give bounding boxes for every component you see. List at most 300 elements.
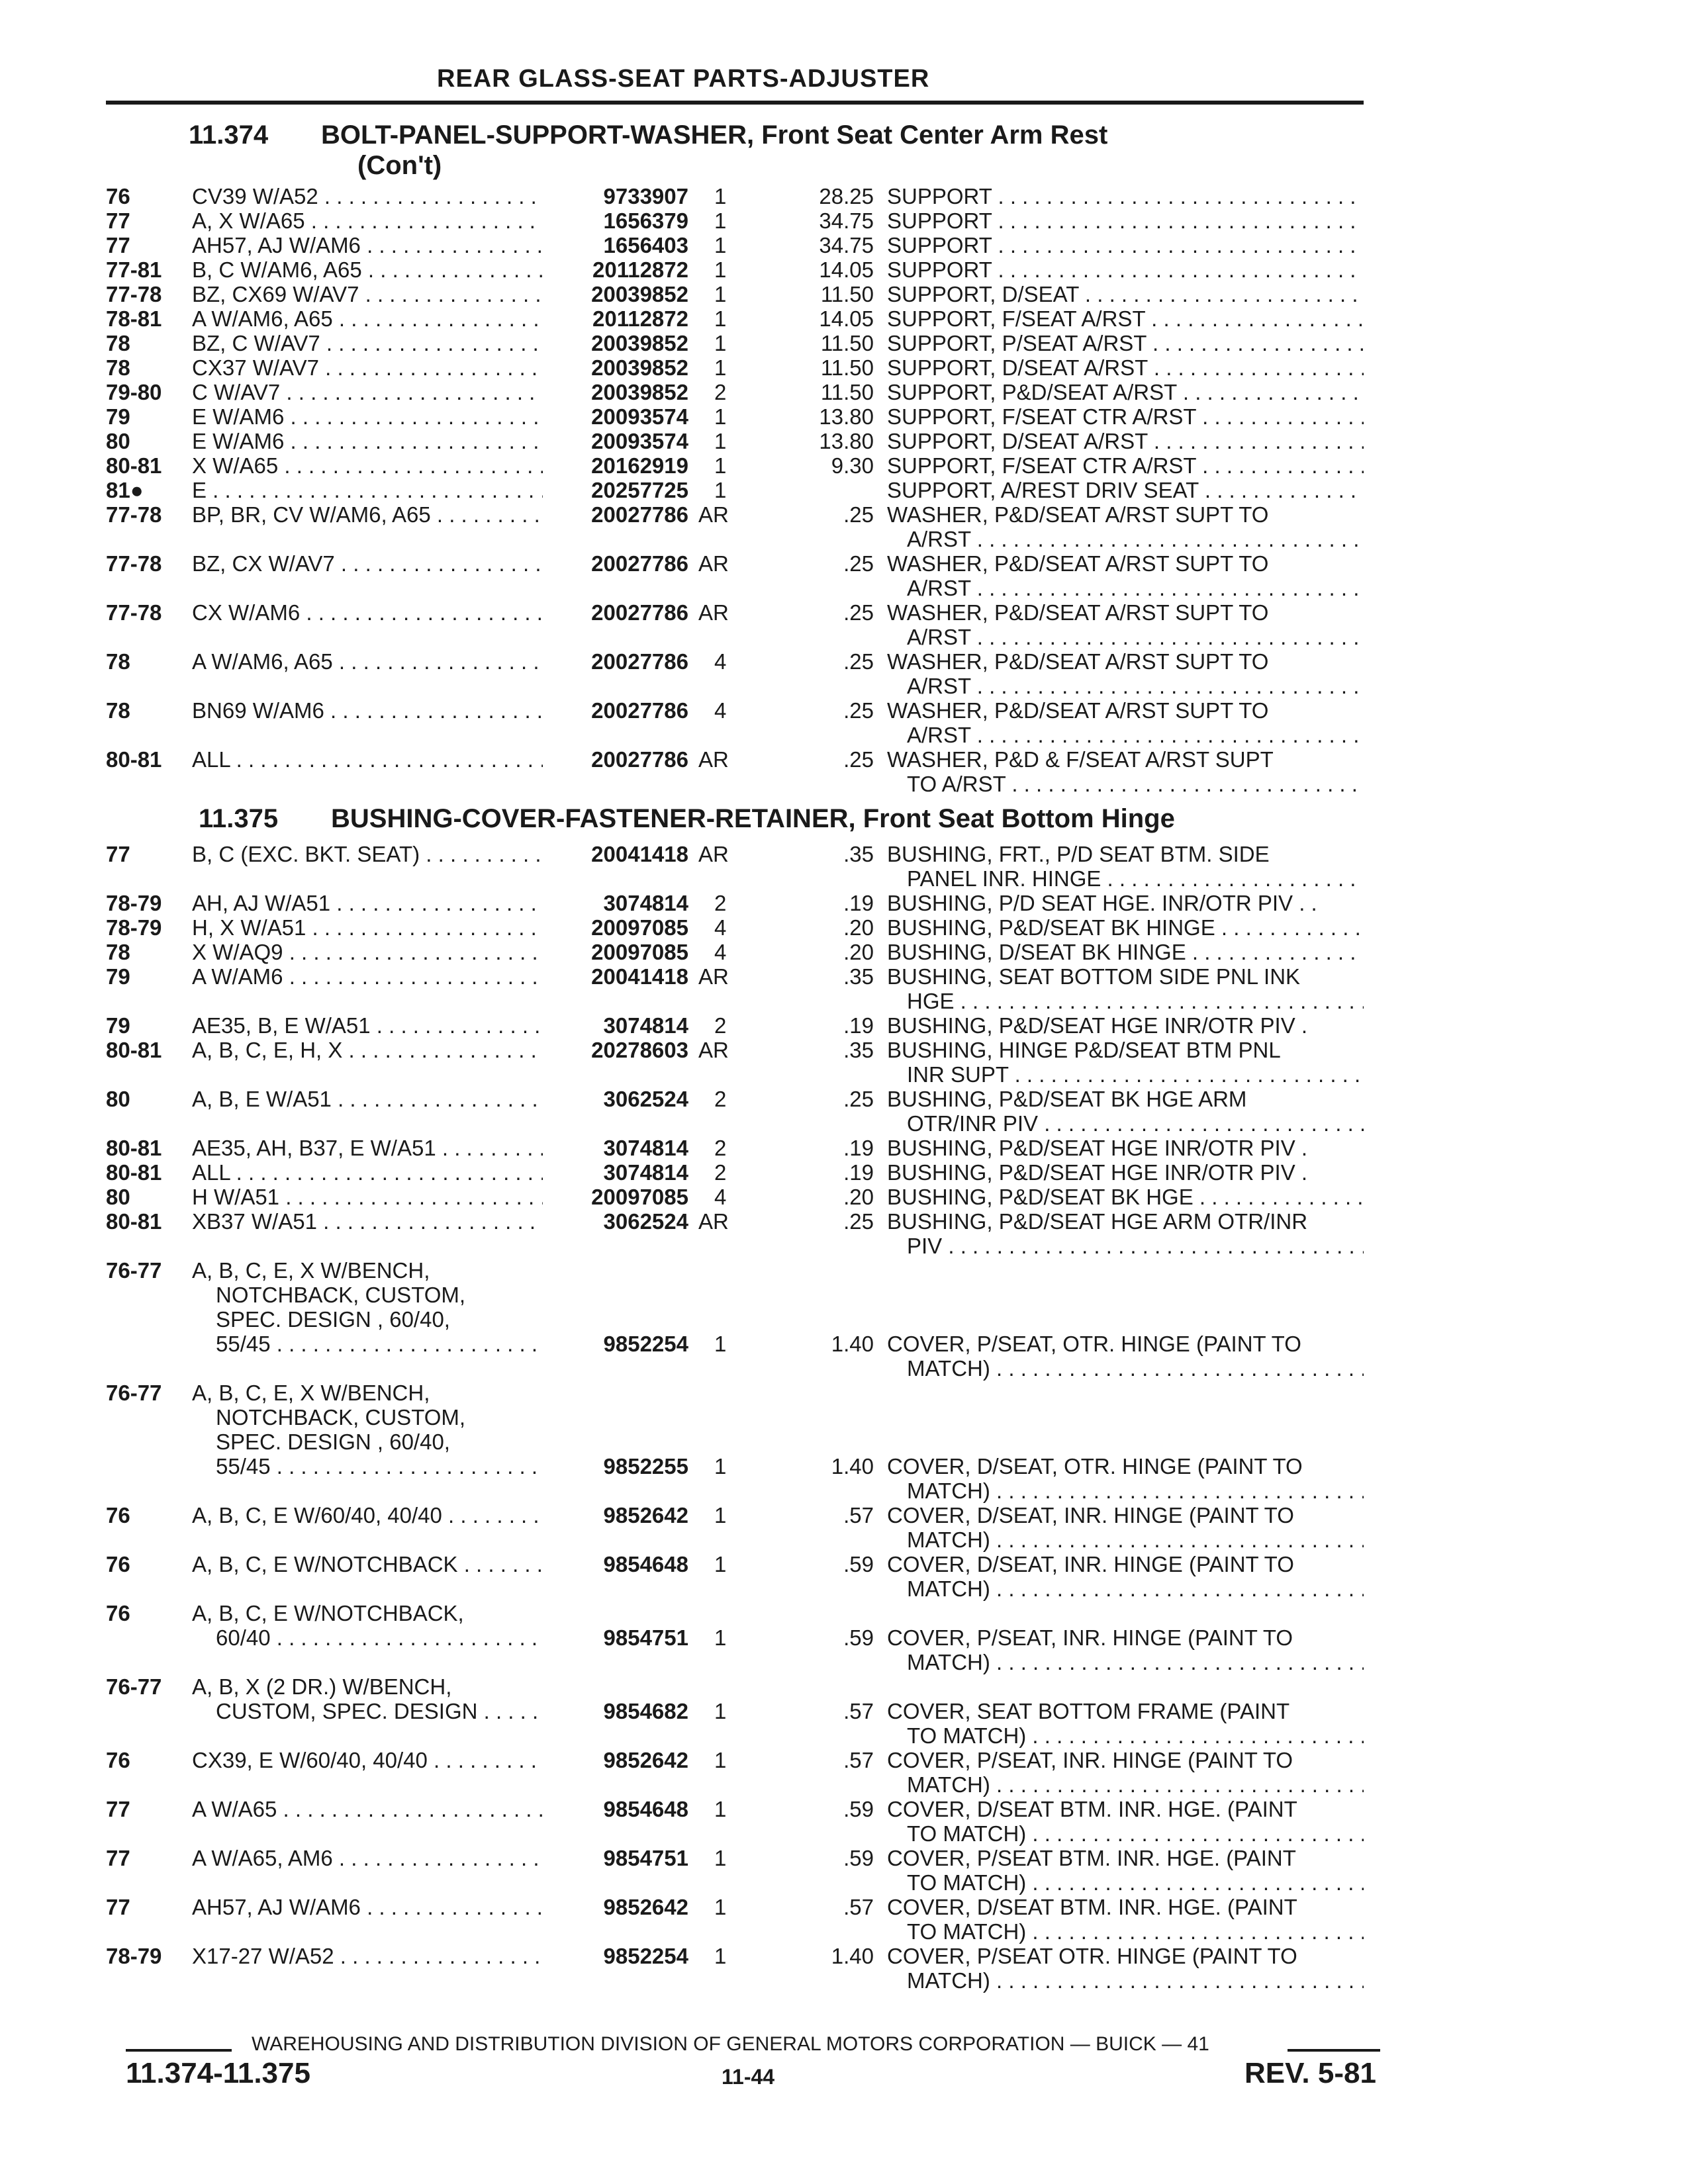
part-number: 9852642 — [603, 1503, 688, 1527]
quantity: 4 — [714, 1185, 727, 1209]
application — [192, 1748, 543, 1772]
table-row — [0, 1503, 1688, 1552]
part-number: 20278603 — [591, 1038, 688, 1062]
table-row — [0, 1258, 1688, 1381]
header-rule — [106, 101, 1364, 105]
quantity: 1 — [714, 1944, 727, 1968]
application — [192, 429, 543, 453]
application — [192, 478, 543, 502]
description-line: INR SUPT . . . — [887, 1062, 1364, 1087]
part-number: 20112872 — [592, 257, 688, 282]
description-line: A/RST . . . — [887, 527, 1364, 551]
description — [887, 915, 1364, 940]
model-year: 76-77 — [106, 1381, 162, 1405]
application-line: A W/AM6 . . . — [192, 964, 543, 989]
price: 34.75 — [819, 233, 874, 257]
price: .59 — [843, 1625, 874, 1650]
description-line: SUPPORT . . . — [887, 208, 1364, 233]
application-line: X17-27 W/A52 . . . — [192, 1944, 543, 1968]
description-line: COVER, P/SEAT, OTR. HINGE (PAINT TO — [887, 1332, 1301, 1356]
part-number: 3062524 — [603, 1209, 688, 1234]
application — [192, 600, 543, 625]
table-row — [0, 306, 1688, 331]
application-line: A, B, C, E W/60/40, 40/40 . . . — [192, 1503, 543, 1527]
description — [887, 551, 1364, 600]
description-line: HGE . . . — [887, 989, 1364, 1013]
quantity: 2 — [714, 380, 727, 404]
part-number: 3074814 — [603, 1013, 688, 1038]
model-year: 76 — [106, 1748, 130, 1772]
part-number: 20041418 — [591, 842, 688, 866]
model-year: 80-81 — [106, 1038, 162, 1062]
part-number: 20093574 — [591, 404, 688, 429]
description — [887, 1209, 1364, 1258]
model-year: 79 — [106, 404, 130, 429]
part-number: 20093574 — [591, 429, 688, 453]
part-number: 20039852 — [591, 331, 688, 355]
model-year: 77-81 — [106, 257, 162, 282]
model-year: 78 — [106, 698, 130, 723]
description — [887, 1136, 1364, 1160]
application — [192, 233, 543, 257]
description-line: COVER, D/SEAT, INR. HINGE (PAINT TO — [887, 1552, 1294, 1576]
description-line: BUSHING, P&D/SEAT HGE ARM OTR/INR — [887, 1209, 1308, 1234]
application-line: AE35, AH, B37, E W/A51 . . . — [192, 1136, 543, 1160]
part-number: 1656379 — [603, 208, 688, 233]
application-line: A, B, E W/A51 . . . — [192, 1087, 543, 1111]
description — [887, 257, 1364, 282]
quantity: 1 — [714, 1797, 727, 1821]
price: .59 — [843, 1552, 874, 1576]
footer-section-range: 11.374-11.375 — [126, 2057, 310, 2089]
table-row — [0, 1013, 1688, 1038]
model-year: 78-81 — [106, 306, 162, 331]
table-row — [0, 282, 1688, 306]
model-year: 80-81 — [106, 747, 162, 772]
application — [192, 453, 543, 478]
table-row — [0, 233, 1688, 257]
description-line: WASHER, P&D/SEAT A/RST SUPT TO — [887, 649, 1269, 674]
part-number: 1656403 — [603, 233, 688, 257]
description-line: A/RST . . . — [887, 723, 1364, 747]
table-row — [0, 355, 1688, 380]
application — [192, 1185, 543, 1209]
table-row — [0, 478, 1688, 502]
application — [192, 1258, 543, 1356]
application-line: B, C (EXC. BKT. SEAT) . . . — [192, 842, 543, 866]
model-year: 80 — [106, 429, 130, 453]
part-number: 9854751 — [603, 1625, 688, 1650]
quantity: 1 — [714, 478, 727, 502]
price: .25 — [843, 747, 874, 772]
application-line: BP, BR, CV W/AM6, A65 . . . — [192, 502, 543, 527]
section-number: 11.374 — [189, 120, 269, 150]
description — [887, 698, 1364, 747]
part-number: 20039852 — [591, 282, 688, 306]
part-number: 9854682 — [603, 1699, 688, 1723]
table-row — [0, 551, 1688, 600]
price: .57 — [843, 1503, 874, 1527]
footer-rule-left — [126, 2049, 232, 2052]
application-line: A W/AM6, A65 . . . — [192, 306, 543, 331]
description — [887, 600, 1364, 649]
price: .19 — [843, 1013, 874, 1038]
application-line: CV39 W/A52 . . . — [192, 184, 543, 208]
description-line: BUSHING, P&D/SEAT BK HGE . . . — [887, 1185, 1364, 1209]
model-year: 77 — [106, 1895, 130, 1919]
part-number: 9852642 — [603, 1748, 688, 1772]
model-year: 77-78 — [106, 282, 162, 306]
description-line: SUPPORT, F/SEAT CTR A/RST . . . — [887, 404, 1364, 429]
application-line: 60/40 . . . — [192, 1625, 543, 1650]
description-line: A/RST . . . — [887, 576, 1364, 600]
application-line: A, B, C, E W/NOTCHBACK . . . — [192, 1552, 543, 1576]
application — [192, 404, 543, 429]
model-year: 77 — [106, 233, 130, 257]
part-number: 20162919 — [591, 453, 688, 478]
description-line: A/RST . . . — [887, 625, 1364, 649]
price: 28.25 — [819, 184, 874, 208]
part-number: 9852255 — [603, 1454, 688, 1479]
section-number: 11.375 — [199, 804, 279, 833]
application — [192, 1136, 543, 1160]
description-line: TO MATCH) . . . — [887, 1821, 1364, 1846]
description-line: PANEL INR. HINGE . . . — [887, 866, 1364, 891]
quantity: 1 — [714, 1332, 727, 1356]
application-line: A W/A65 . . . — [192, 1797, 543, 1821]
price: .25 — [843, 502, 874, 527]
quantity: 1 — [714, 355, 727, 380]
application — [192, 1895, 543, 1919]
description — [887, 1087, 1364, 1136]
part-number: 20027786 — [591, 551, 688, 576]
description-line: MATCH) . . . — [887, 1968, 1364, 1993]
footer-rule-right — [1288, 2049, 1380, 2052]
model-year: 79 — [106, 964, 130, 989]
price: 34.75 — [819, 208, 874, 233]
price: .20 — [843, 915, 874, 940]
table-row — [0, 915, 1688, 940]
quantity: 4 — [714, 915, 727, 940]
table-row — [0, 1552, 1688, 1601]
part-number: 9852254 — [603, 1332, 688, 1356]
description-line: BUSHING, P&D/SEAT HGE INR/OTR PIV . — [887, 1136, 1308, 1160]
application — [192, 1038, 543, 1062]
part-number: 20097085 — [591, 940, 688, 964]
application — [192, 1674, 543, 1723]
part-number: 20257725 — [591, 478, 688, 502]
description-line: PIV . . . — [887, 1234, 1364, 1258]
price: .35 — [843, 842, 874, 866]
price: .25 — [843, 1209, 874, 1234]
table-row — [0, 891, 1688, 915]
application — [192, 208, 543, 233]
description-line: BUSHING, P/D SEAT HGE. INR/OTR PIV . . — [887, 891, 1317, 915]
part-number: 20027786 — [591, 747, 688, 772]
model-year: 80-81 — [106, 1209, 162, 1234]
price: 11.50 — [820, 355, 874, 380]
description — [887, 306, 1364, 331]
quantity: 1 — [714, 1748, 727, 1772]
application — [192, 1013, 543, 1038]
description — [887, 649, 1364, 698]
application-line: CX37 W/AV7 . . . — [192, 355, 543, 380]
description-line: BUSHING, P&D/SEAT HGE INR/OTR PIV . — [887, 1160, 1308, 1185]
price: .57 — [843, 1748, 874, 1772]
table-row — [0, 257, 1688, 282]
model-year: 80 — [106, 1087, 130, 1111]
quantity: AR — [698, 747, 729, 772]
description — [887, 1185, 1364, 1209]
part-number: 20027786 — [591, 600, 688, 625]
price: 1.40 — [831, 1944, 874, 1968]
description — [887, 1625, 1364, 1674]
part-number: 9852642 — [603, 1895, 688, 1919]
description-line: SUPPORT, P/SEAT A/RST . . . — [887, 331, 1364, 355]
application — [192, 940, 543, 964]
price: .25 — [843, 1087, 874, 1111]
application-line: A, B, C, E W/NOTCHBACK, — [192, 1601, 464, 1625]
table-row — [0, 1895, 1688, 1944]
description-line: WASHER, P&D/SEAT A/RST SUPT TO — [887, 551, 1269, 576]
description-line: MATCH) . . . — [887, 1356, 1364, 1381]
application-line: B, C W/AM6, A65 . . . — [192, 257, 543, 282]
description — [887, 429, 1364, 453]
part-number: 3074814 — [603, 891, 688, 915]
description-line: SUPPORT, D/SEAT A/RST . . . — [887, 355, 1364, 380]
footer-page-number: 11-44 — [722, 2065, 775, 2089]
model-year: 79 — [106, 1013, 130, 1038]
table-row — [0, 404, 1688, 429]
price: .35 — [843, 964, 874, 989]
price: 11.50 — [820, 331, 874, 355]
description — [887, 842, 1364, 891]
section-title-11374 — [189, 120, 1107, 150]
price: .19 — [843, 1136, 874, 1160]
quantity: 1 — [714, 429, 727, 453]
description-line: BUSHING, P&D/SEAT BK HGE ARM — [887, 1087, 1247, 1111]
application-line: X W/AQ9 . . . — [192, 940, 543, 964]
description — [887, 1038, 1364, 1087]
application-line: BN69 W/AM6 . . . — [192, 698, 543, 723]
application — [192, 355, 543, 380]
application — [192, 1160, 543, 1185]
table-row — [0, 964, 1688, 1013]
price: .20 — [843, 940, 874, 964]
footer-division: WAREHOUSING AND DISTRIBUTION DIVISION OF GENERAL MOTORS CORPORATION — BUICK — 41 — [252, 2033, 1209, 2055]
description-line: COVER, P/SEAT BTM. INR. HGE. (PAINT — [887, 1846, 1296, 1870]
description-line: MATCH) . . . — [887, 1576, 1364, 1601]
price: 14.05 — [819, 306, 874, 331]
application — [192, 747, 543, 772]
table-row — [0, 184, 1688, 208]
application-line: A, B, C, E, X W/BENCH, — [192, 1258, 430, 1283]
price: .59 — [843, 1797, 874, 1821]
part-number: 9854751 — [603, 1846, 688, 1870]
price: 1.40 — [831, 1332, 874, 1356]
description-line: BUSHING, FRT., P/D SEAT BTM. SIDE — [887, 842, 1270, 866]
quantity: 1 — [714, 257, 727, 282]
table-row — [0, 1087, 1688, 1136]
model-year: 77 — [106, 208, 130, 233]
description — [887, 747, 1364, 796]
application — [192, 331, 543, 355]
part-number: 9733907 — [603, 184, 688, 208]
table-row — [0, 1381, 1688, 1503]
table-row — [0, 208, 1688, 233]
description-line: COVER, P/SEAT OTR. HINGE (PAINT TO — [887, 1944, 1297, 1968]
quantity: 1 — [714, 331, 727, 355]
description — [887, 1503, 1364, 1552]
application — [192, 1381, 543, 1479]
description-line: TO MATCH) . . . — [887, 1919, 1364, 1944]
application — [192, 1601, 543, 1650]
part-number: 20041418 — [591, 964, 688, 989]
description-line: MATCH) . . . — [887, 1527, 1364, 1552]
description-line: COVER, D/SEAT BTM. INR. HGE. (PAINT — [887, 1797, 1297, 1821]
application — [192, 915, 543, 940]
application-line: NOTCHBACK, CUSTOM, — [216, 1283, 466, 1307]
description — [887, 1013, 1364, 1038]
application-line: A, X W/A65 . . . — [192, 208, 543, 233]
part-number: 20097085 — [591, 1185, 688, 1209]
part-number: 20027786 — [591, 698, 688, 723]
table-row — [0, 842, 1688, 891]
model-year: 76 — [106, 1503, 130, 1527]
application-line: A, B, C, E, H, X . . . — [192, 1038, 543, 1062]
price: 11.50 — [820, 282, 874, 306]
application — [192, 1552, 543, 1576]
model-year: 78 — [106, 355, 130, 380]
application-line: CUSTOM, SPEC. DESIGN . . . — [192, 1699, 543, 1723]
description-line: MATCH) . . . — [887, 1650, 1364, 1674]
application — [192, 1797, 543, 1821]
model-year: 76 — [106, 1601, 130, 1625]
description-line: SUPPORT, P&D/SEAT A/RST . . . — [887, 380, 1364, 404]
table-row — [0, 429, 1688, 453]
model-year: 76 — [106, 184, 130, 208]
description — [887, 233, 1364, 257]
application-line: AH57, AJ W/AM6 . . . — [192, 1895, 543, 1919]
part-number: 20112872 — [592, 306, 688, 331]
price: .59 — [843, 1846, 874, 1870]
table-row — [0, 1944, 1688, 1993]
description — [887, 1846, 1364, 1895]
description-line: COVER, P/SEAT, INR. HINGE (PAINT TO — [887, 1625, 1293, 1650]
quantity: 1 — [714, 1699, 727, 1723]
description — [887, 1895, 1364, 1944]
description — [887, 1944, 1364, 1993]
price: 11.50 — [820, 380, 874, 404]
application — [192, 282, 543, 306]
price: .19 — [843, 1160, 874, 1185]
model-year: 76-77 — [106, 1674, 162, 1699]
application-line: X W/A65 . . . — [192, 453, 543, 478]
quantity: 2 — [714, 1013, 727, 1038]
model-year: 78 — [106, 331, 130, 355]
description — [887, 478, 1364, 502]
model-year: 77-78 — [106, 502, 162, 527]
description-line: SUPPORT . . . — [887, 233, 1364, 257]
description-line: WASHER, P&D & F/SEAT A/RST SUPT — [887, 747, 1274, 772]
quantity: 4 — [714, 940, 727, 964]
quantity: AR — [698, 551, 729, 576]
application-line: A W/A65, AM6 . . . — [192, 1846, 543, 1870]
quantity: 1 — [714, 208, 727, 233]
application-line: AH, AJ W/A51 . . . — [192, 891, 543, 915]
description-line: SUPPORT, D/SEAT . . . — [887, 282, 1364, 306]
application — [192, 1944, 543, 1968]
model-year: 80-81 — [106, 1160, 162, 1185]
application-line: AH57, AJ W/AM6 . . . — [192, 233, 543, 257]
model-year: 80-81 — [106, 1136, 162, 1160]
price: 14.05 — [819, 257, 874, 282]
description — [887, 184, 1364, 208]
quantity: 1 — [714, 404, 727, 429]
price: .25 — [843, 551, 874, 576]
description-line: WASHER, P&D/SEAT A/RST SUPT TO — [887, 600, 1269, 625]
table-row — [0, 1038, 1688, 1087]
application-line: SPEC. DESIGN , 60/40, — [216, 1430, 450, 1454]
description — [887, 1748, 1364, 1797]
application — [192, 1209, 543, 1234]
table-row — [0, 380, 1688, 404]
description — [887, 355, 1364, 380]
model-year: 77 — [106, 1846, 130, 1870]
description — [887, 331, 1364, 355]
model-year: 76 — [106, 1552, 130, 1576]
table-row — [0, 1160, 1688, 1185]
description — [887, 1552, 1364, 1601]
quantity: 2 — [714, 1087, 727, 1111]
description-line: COVER, SEAT BOTTOM FRAME (PAINT — [887, 1699, 1290, 1723]
table-row — [0, 1797, 1688, 1846]
quantity: 1 — [714, 1454, 727, 1479]
description-line: OTR/INR PIV . . . — [887, 1111, 1364, 1136]
description — [887, 1332, 1364, 1381]
description-line: COVER, D/SEAT, INR. HINGE (PAINT TO — [887, 1503, 1294, 1527]
application-line: E . . . — [192, 478, 543, 502]
application — [192, 1846, 543, 1870]
table-row — [0, 502, 1688, 551]
model-year: 78-79 — [106, 891, 162, 915]
description-line: SUPPORT, A/REST DRIV SEAT . . . — [887, 478, 1364, 502]
part-number: 20039852 — [591, 355, 688, 380]
table-row — [0, 453, 1688, 478]
table-row — [0, 1209, 1688, 1258]
part-number: 9852254 — [603, 1944, 688, 1968]
quantity: 1 — [714, 453, 727, 478]
description — [887, 940, 1364, 964]
description — [887, 282, 1364, 306]
application — [192, 551, 543, 576]
application-line: H W/A51 . . . — [192, 1185, 543, 1209]
quantity: 1 — [714, 306, 727, 331]
model-year: 77-78 — [106, 600, 162, 625]
description — [887, 208, 1364, 233]
price: .35 — [843, 1038, 874, 1062]
application-line: AE35, B, E W/A51 . . . — [192, 1013, 543, 1038]
quantity: 2 — [714, 1136, 727, 1160]
description — [887, 964, 1364, 1013]
application-line: CX W/AM6 . . . — [192, 600, 543, 625]
description-line: SUPPORT . . . — [887, 184, 1364, 208]
table-row — [0, 1846, 1688, 1895]
model-year: 80 — [106, 1185, 130, 1209]
model-year: 81● — [106, 478, 144, 502]
description-line: TO MATCH) . . . — [887, 1870, 1364, 1895]
part-number: 20027786 — [591, 649, 688, 674]
